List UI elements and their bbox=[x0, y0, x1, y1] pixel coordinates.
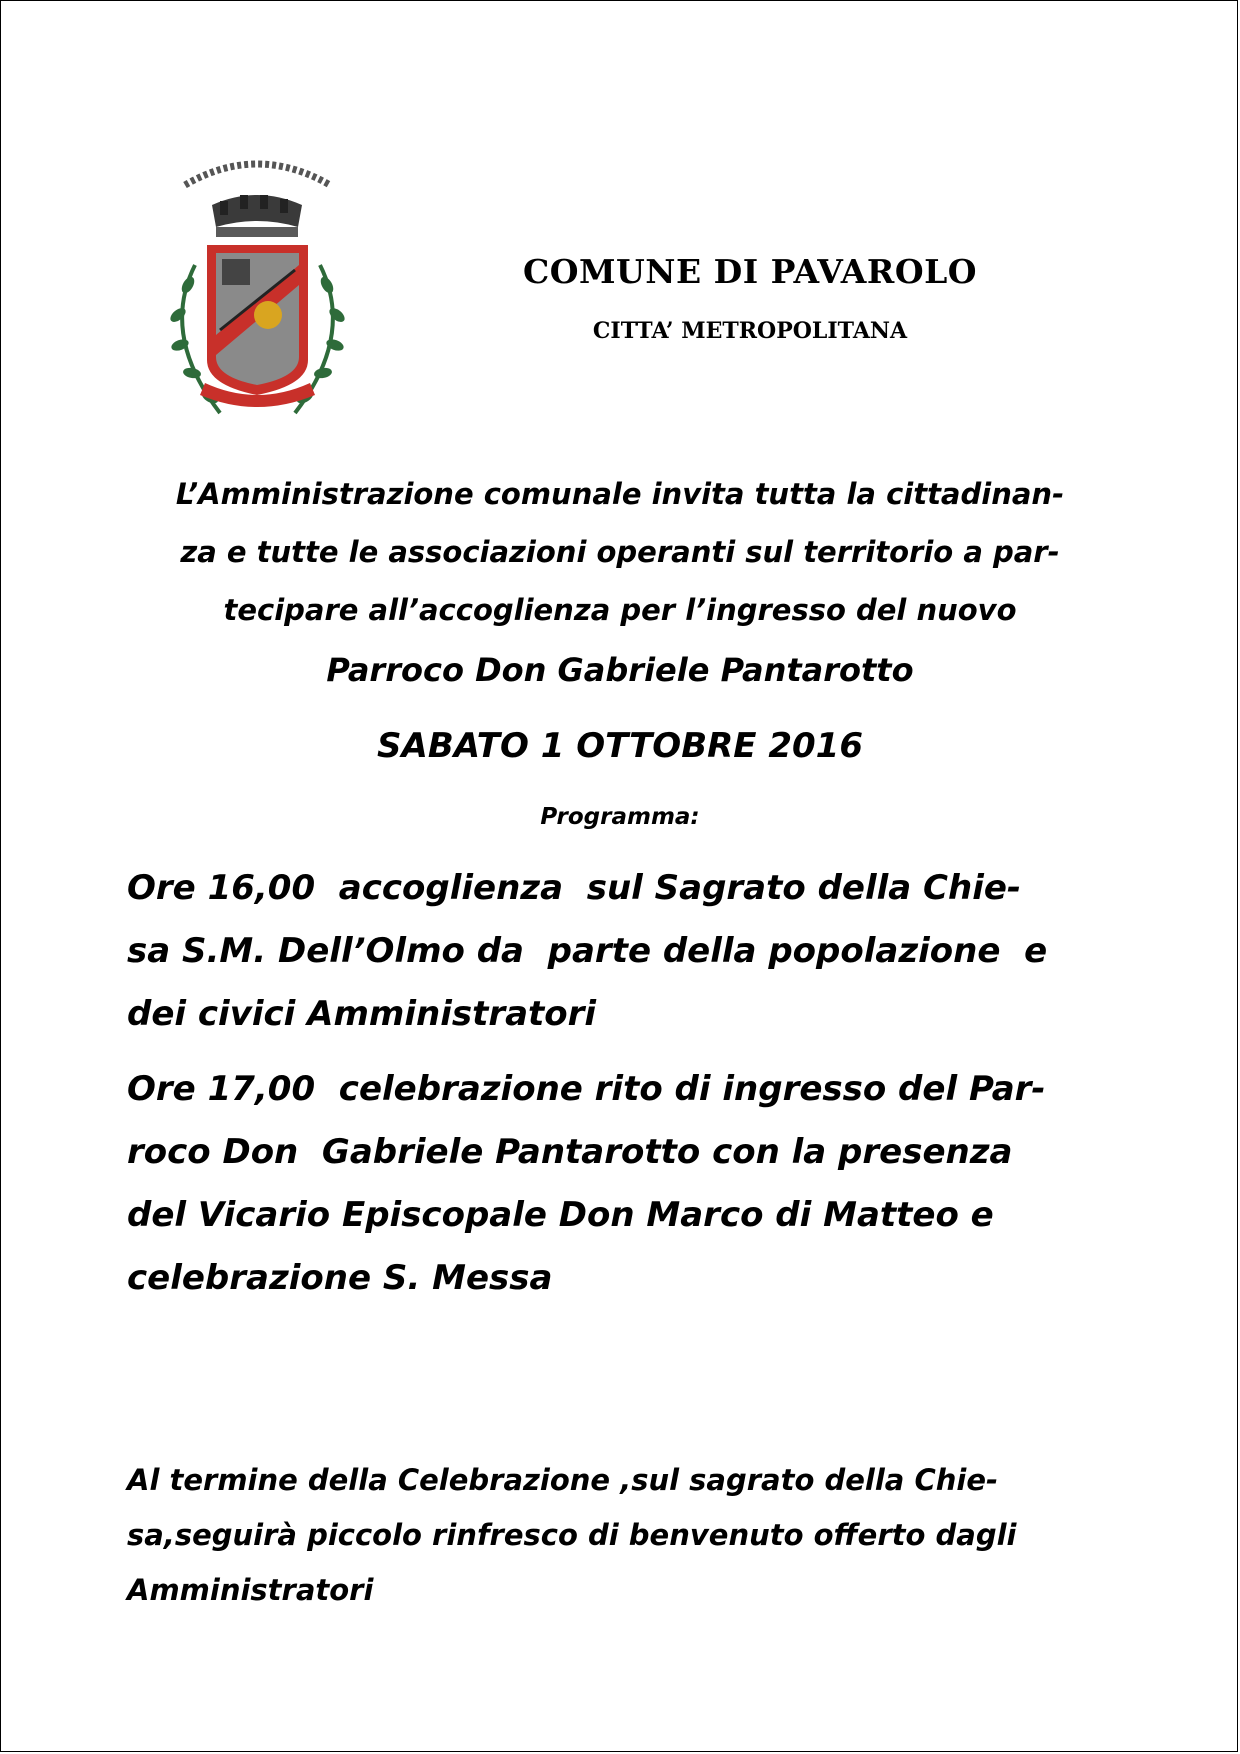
event-date: SABATO 1 OTTOBRE 2016 bbox=[377, 726, 863, 766]
page-title: COMUNE DI PAVAROLO bbox=[522, 252, 978, 291]
closing-line: sa,seguirà piccolo rinfresco di benvenuto offerto dagli bbox=[127, 1518, 1017, 1552]
program-item-line: sa S.M. Dell’Olmo da parte della popolazione e bbox=[127, 931, 1048, 971]
invitation-line: za e tutte le associazioni operanti sul territorio a par- bbox=[180, 535, 1060, 569]
invitation-text bbox=[120, 465, 1120, 639]
invitation-line: L’Amministrazione comunale invita tutta la cittadinan- bbox=[175, 477, 1065, 511]
shield-icon bbox=[207, 245, 308, 395]
program-item-line: dei civici Amministratori bbox=[127, 994, 597, 1034]
coat-of-arms-emblem bbox=[150, 145, 365, 435]
parroco-name: Parroco Don Gabriele Pantarotto bbox=[326, 651, 914, 689]
crown-icon bbox=[212, 195, 302, 237]
closing-note bbox=[127, 1453, 1207, 1618]
program-item-line: Ore 17,00 celebrazione rito di ingresso del Par- bbox=[127, 1069, 1046, 1109]
program-item-line: roco Don Gabriele Pantarotto con la presenza bbox=[127, 1132, 1013, 1172]
closing-line: Amministratori bbox=[127, 1573, 374, 1607]
program-item-line: del Vicario Episcopale Don Marco di Matteo e bbox=[127, 1195, 994, 1235]
program-item bbox=[127, 1058, 1207, 1310]
program-label: Programma: bbox=[540, 804, 700, 830]
program-item bbox=[127, 857, 1207, 1046]
program-item-line: celebrazione S. Messa bbox=[127, 1258, 553, 1298]
closing-line: Al termine della Celebrazione ,sul sagrato della Chie- bbox=[127, 1463, 999, 1497]
page-subtitle: CITTA’ METROPOLITANA bbox=[592, 318, 908, 344]
invitation-line: tecipare all’accoglienza per l’ingresso del nuovo bbox=[223, 593, 1017, 627]
program-item-line: Ore 16,00 accoglienza sul Sagrato della Chie- bbox=[127, 868, 1022, 908]
